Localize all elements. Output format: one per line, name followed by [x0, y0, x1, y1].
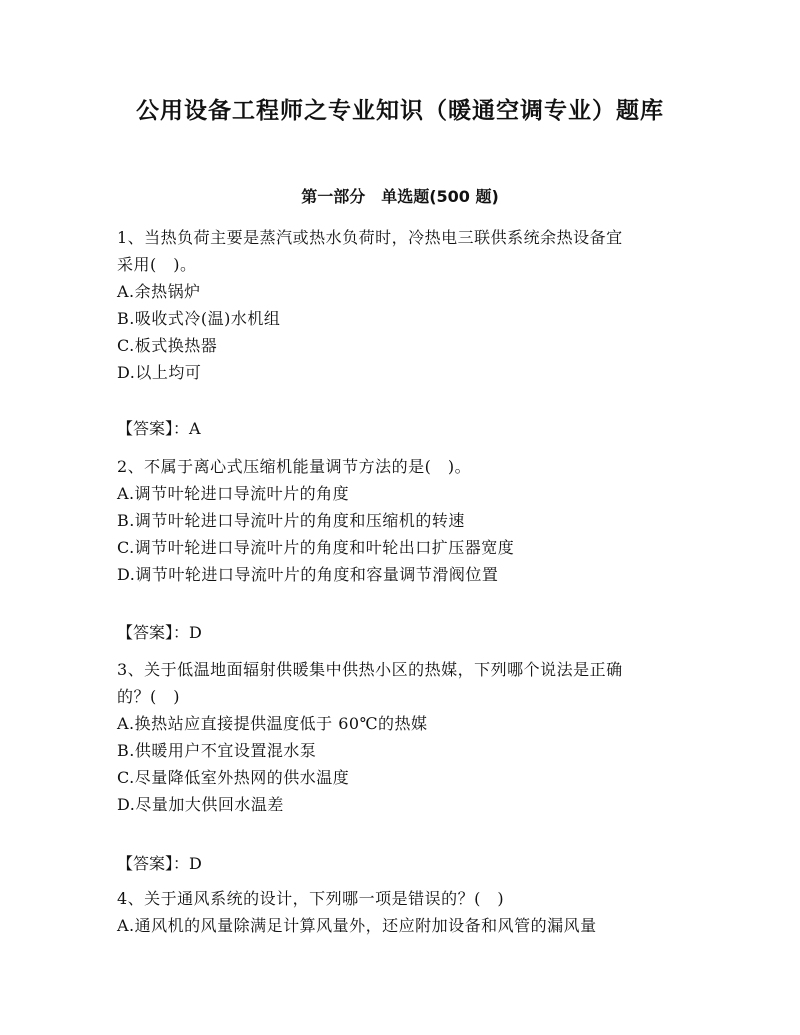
question-3-answer: 【答案】：D: [117, 854, 202, 873]
question-1-stem-line-2: 采用( )。: [117, 255, 197, 274]
question-2-option-c: C.调节叶轮进口导流叶片的角度和叶轮出口扩压器宽度: [117, 538, 515, 557]
question-1-option-c: C.板式换热器: [117, 336, 218, 355]
question-2-stem-line-1: 2、不属于离心式压缩机能量调节方法的是( )。: [117, 457, 472, 476]
question-3-option-c: C.尽量降低室外热网的供水温度: [117, 768, 350, 787]
question-4-option-a: A.通风机的风量除满足计算风量外，还应附加设备和风管的漏风量: [117, 916, 597, 935]
question-2-option-b: B.调节叶轮进口导流叶片的角度和压缩机的转速: [117, 511, 465, 530]
page-title: 公用设备工程师之专业知识（暖通空调专业）题库: [136, 98, 664, 124]
question-1-option-d: D.以上均可: [117, 363, 202, 382]
question-2-answer: 【答案】：D: [117, 623, 202, 642]
question-3-option-d: D.尽量加大供回水温差: [117, 795, 284, 814]
question-1-option-b: B.吸收式冷(温)水机组: [117, 309, 281, 328]
section-heading: 第一部分 单选题(500 题): [301, 187, 499, 206]
question-3-stem-line-1: 3、关于低温地面辐射供暖集中供热小区的热媒，下列哪个说法是正确: [117, 660, 623, 679]
question-2-option-a: A.调节叶轮进口导流叶片的角度: [117, 484, 350, 503]
question-1-stem-line-1: 1、当热负荷主要是蒸汽或热水负荷时，冷热电三联供系统余热设备宜: [117, 228, 623, 247]
question-4-stem-line-1: 4、关于通风系统的设计，下列哪一项是错误的？( ): [117, 889, 505, 908]
question-1-option-a: A.余热锅炉: [117, 282, 201, 301]
question-3-option-b: B.供暖用户不宜设置混水泵: [117, 741, 317, 760]
question-3-option-a: A.换热站应直接提供温度低于 60℃的热媒: [117, 714, 428, 733]
question-1-answer: 【答案】：A: [117, 419, 201, 438]
question-2-option-d: D.调节叶轮进口导流叶片的角度和容量调节滑阀位置: [117, 565, 499, 584]
question-3-stem-line-2: 的？( ): [117, 687, 180, 706]
